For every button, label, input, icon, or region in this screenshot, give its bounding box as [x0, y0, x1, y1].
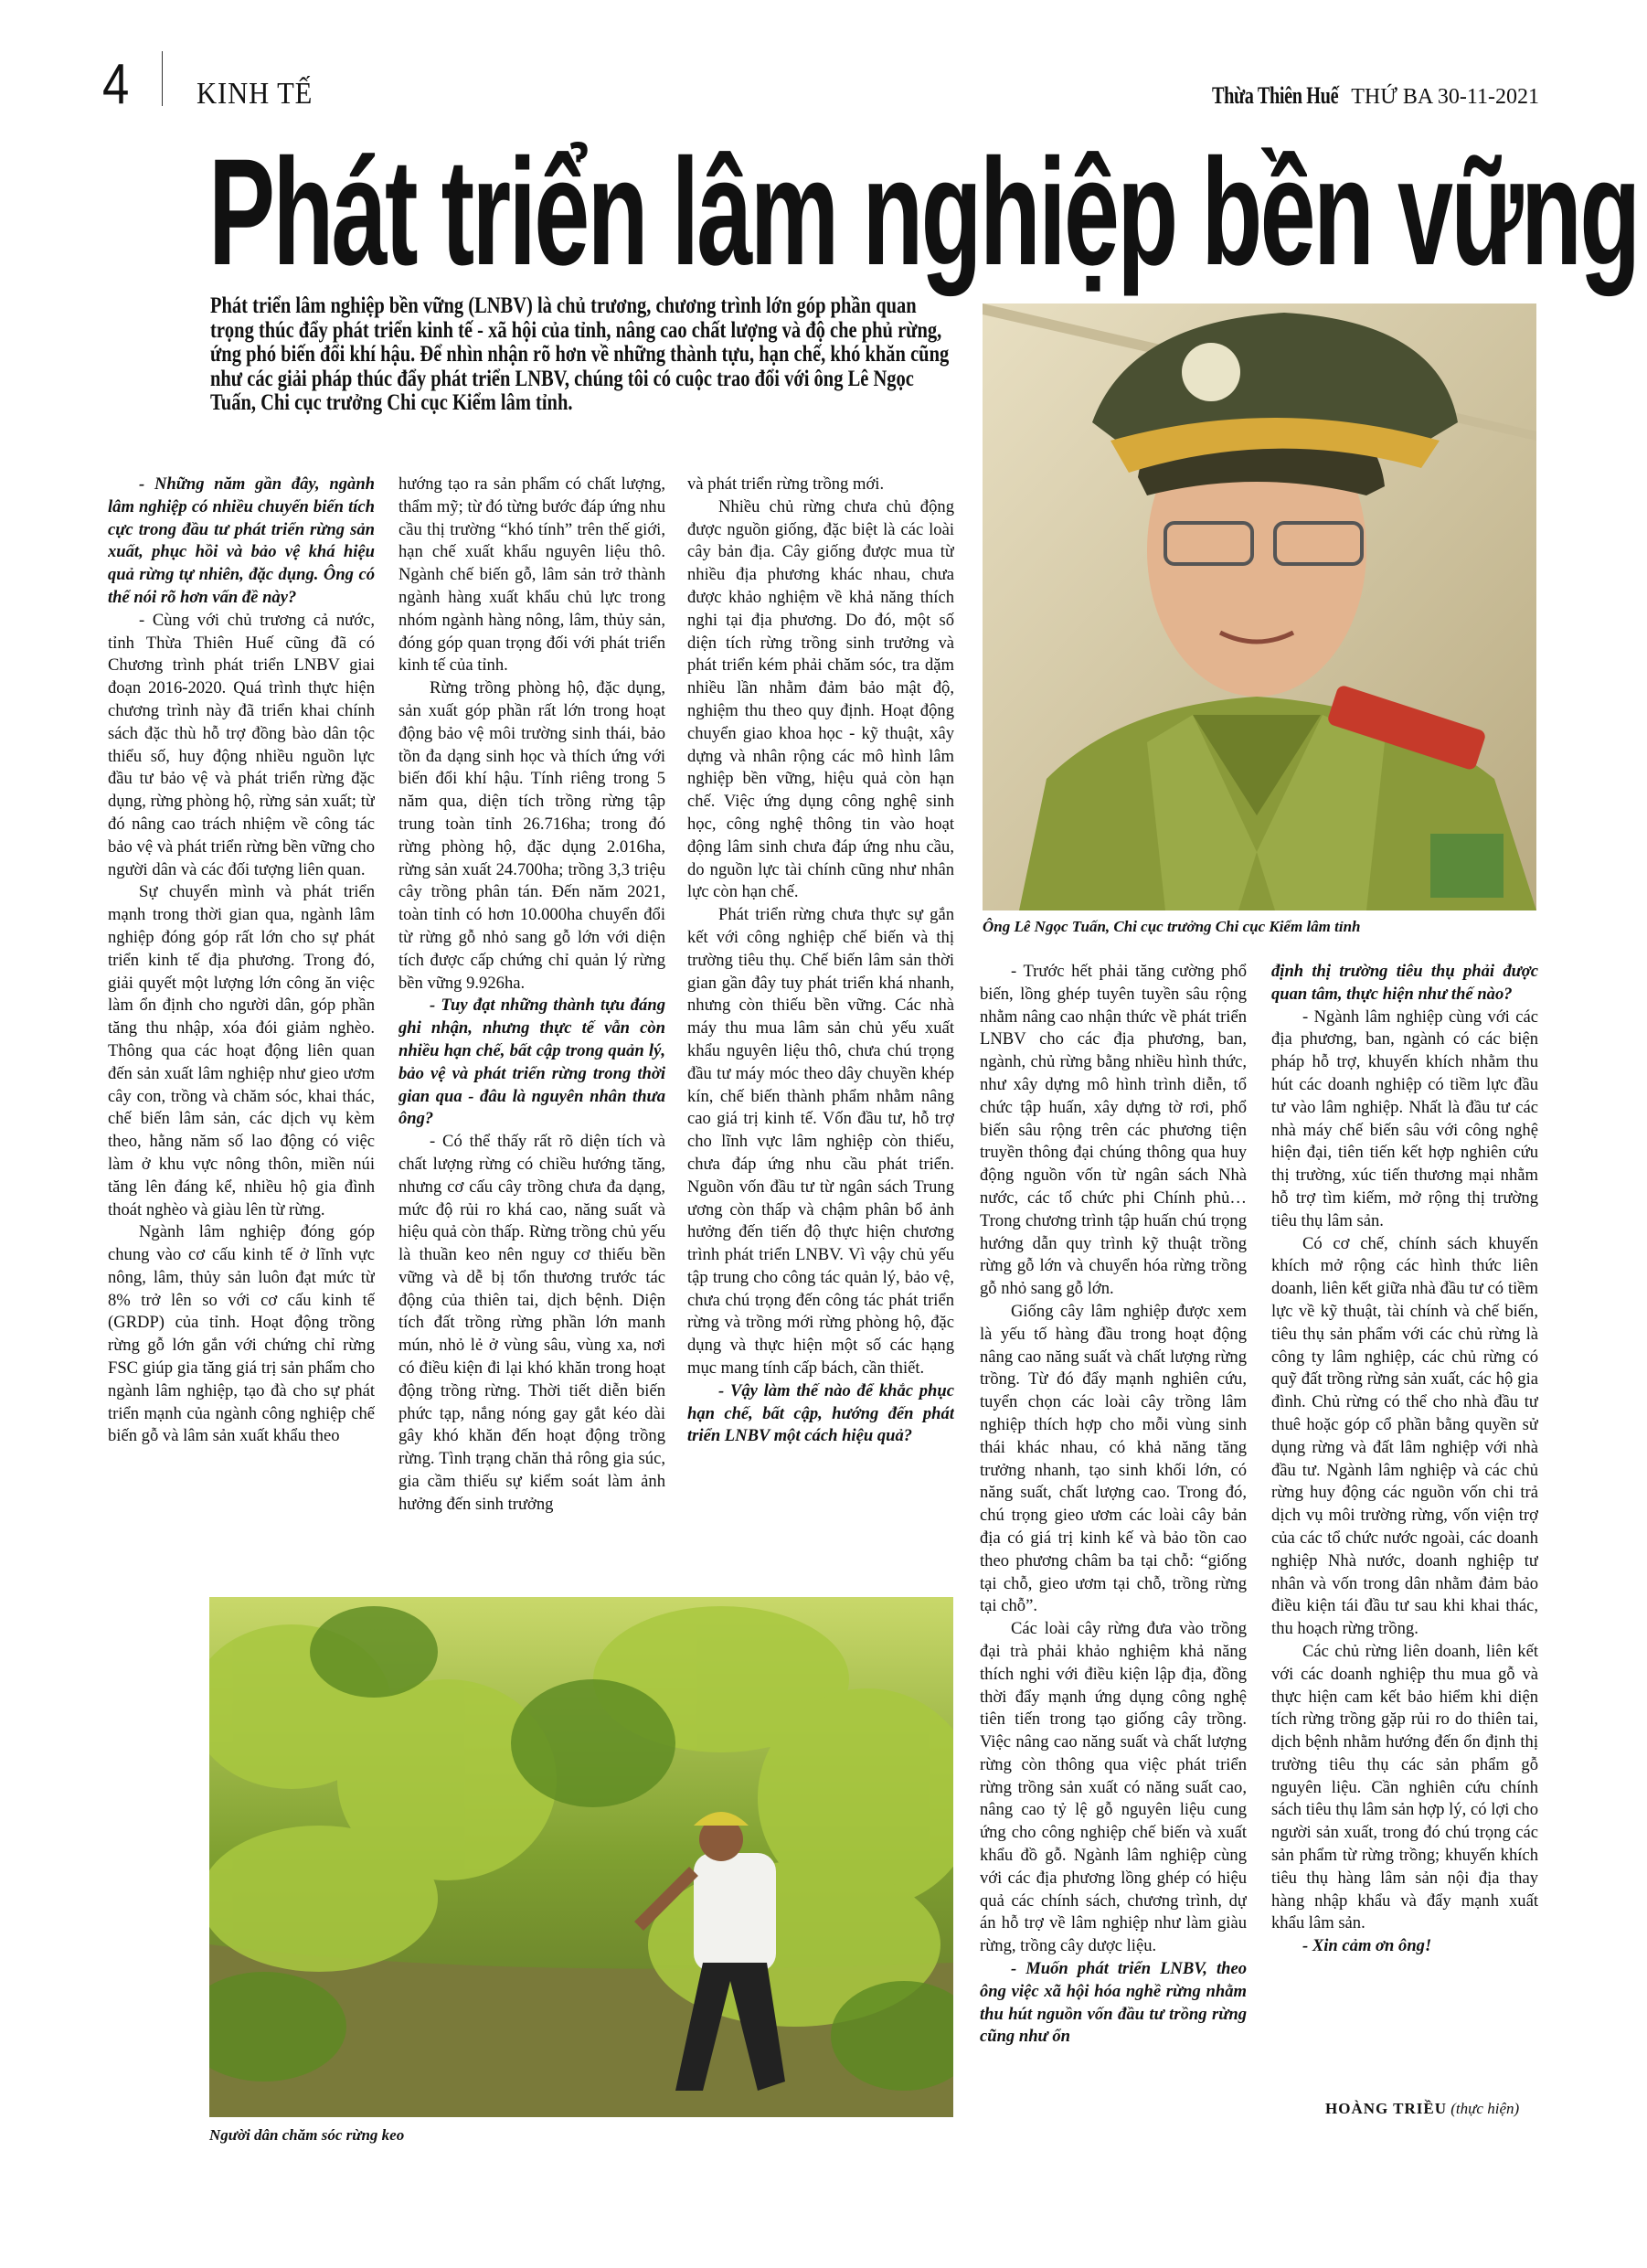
article-lead: Phát triển lâm nghiệp bền vững (LNBV) là chủ trương, chương trình lớn góp phần quan trọng thúc đẩy phát triển kinh tế - xã hội của tỉnh, nâng cao chất lượng và độ che phủ rừng, ứng phó biến đổi khí hậu. Để nhìn nhận rõ hơn về những thành tựu, hạn chế, khó khăn cũng như các giải pháp thúc đẩy phát triển LNBV, chúng tôi có cuộc trao đổi với ông Lê Ngọc Tuấn, Chi cục trưởng Chi cục Kiểm lâm tỉnh. [210, 293, 950, 415]
paragraph: Sự chuyển mình và phát triển mạnh trong thời gian qua, ngành lâm nghiệp đóng góp rất lớn cho sự phát triển kinh tế địa phương. Trong đó, giải quyết một lượng lớn công ăn việc làm ổn định cho người dân, góp phần tăng thu nhập, xóa đói giảm nghèo. Thông qua các hoạt động liên quan đến sản xuất lâm nghiệp như gieo ươm cây con, trồng và chăm sóc, khai thác, chế biến lâm sản, các dịch vụ kèm theo, hằng năm số lao động có việc làm ở khu vực nông thôn, miền núi tăng lên đáng kể, nhiều hộ gia đình thoát nghèo và giàu lên từ rừng. [108, 882, 375, 1219]
newspaper-name: Thừa Thiên Huế [1212, 82, 1339, 109]
paragraph: Có cơ chế, chính sách khuyến khích mở rộng các hình thức liên doanh, liên kết giữa nhà đầu tư có tiềm lực về kỹ thuật, tài chính và chế biến, tiêu thụ sản phẩm với các chủ rừng là công ty lâm nghiệp, các chủ rừng có quỹ đất trồng rừng sản xuất, các hộ gia đình. Chủ rừng có thể cho nhà đầu tư thuê hoặc góp cổ phần bằng quyền sử dụng rừng và đất lâm nghiệp với nhà đầu tư. Ngành lâm nghiệp và các chủ rừng huy động các nguồn vốn chi trả dịch vụ môi trường rừng, vốn viện trợ của các tổ chức nước ngoài, các doanh nghiệp Nhà nước, doanh nghiệp tư nhân và vốn trong dân nhằm đảm bảo điều kiện tái đầu tư sau khi khai thác, thu hoạch rừng trồng. [1271, 1233, 1538, 1639]
paragraph: Các loài cây rừng đưa vào trồng đại trà phải khảo nghiệm khả năng thích nghi với điều kiện lập địa, đồng thời đẩy mạnh ứng dụng công nghệ tiên tiến trong tạo giống cây trồng. Việc nâng cao năng suất và chất lượng rừng còn thông qua việc phát triển rừng trồng sản xuất có năng suất cao, nâng cao tỷ lệ gỗ nguyên liệu cung ứng cho công nghiệp chế biến và xuất khẩu đồ gỗ. Ngành lâm nghiệp cùng với các địa phương lồng ghép có hiệu quả các chính sách, chương trình, dự án hỗ trợ về lâm nghiệp như làm giàu rừng, trồng cây dược liệu. [980, 1619, 1247, 1956]
byline [1325, 2100, 1519, 2118]
paragraph: Nhiều chủ rừng chưa chủ động được nguồn giống, đặc biệt là các loài cây bản địa. Cây giống được mua từ nhiều địa phương khác nhau, chưa được khảo nghiệm về khả năng thích nghi tại địa phương. Do đó, một số diện tích rừng trồng sinh trưởng và phát triển kém phải chăm sóc, tra dặm nhiều lần nhằm đảm bảo mật độ, nghiệm thu theo quy định. Hoạt động chuyển giao khoa học - kỹ thuật, xây dựng và nhân rộng các mô hình lâm nghiệp bền vững, hiệu quả còn hạn chế. Việc ứng dụng công nghệ sinh học, công nghệ thông tin vào hoạt động lâm sinh chưa đáp ứng nhu cầu, do nguồn lực tài chính cũng như nhân lực còn hạn chế. [687, 496, 954, 902]
byline-note: (thực hiện) [1450, 2100, 1520, 2117]
interview-answer: - Cùng với chủ trương cả nước, tỉnh Thừa Thiên Huế cũng đã có Chương trình phát triển LNBV giai đoạn 2016-2020. Quá trình thực hiện chương trình này đã triển khai chính sách đặc thù hỗ trợ đồng bào dân tộc thiểu số, huy động nhiều nguồn lực đầu tư bảo vệ và phát triển rừng đặc dụng, rừng phòng hộ, rừng sản xuất; từ đó nâng cao trách nhiệm về công tác bảo vệ và phát triển rừng bền vững cho người dân và các đối tượng liên quan. [108, 610, 375, 879]
interview-question-continued: định thị trường tiêu thụ phải được quan tâm, thực hiện như thế nào? [1271, 962, 1538, 1004]
interview-answer: - Trước hết phải tăng cường phổ biến, lồng ghép tuyên tuyền sâu rộng nhằm nâng cao nhận thức về phát triển LNBV cho các địa phương, ban, ngành, chủ rừng bằng nhiều hình thức, như xây dựng mô hình trình diễn, tổ chức tập huấn, xây dựng tờ rơi, phổ biến sâu rộng trên các phương tiện truyền thông đại chúng thông qua huy động nguồn vốn từ ngân sách Nhà nước, các tổ chức phi Chính phủ… Trong chương trình tập huấn chú trọng hướng dẫn quy trình kỹ thuật trồng rừng gỗ lớn và chuyển hóa rừng trồng gỗ nhỏ sang gỗ lớn. [980, 962, 1247, 1299]
paragraph: Ngành lâm nghiệp đóng góp chung vào cơ cấu kinh tế ở lĩnh vực nông, lâm, thủy sản luôn đạt mức từ 8% trở lên so với cơ cấu kinh tế (GRDP) của tỉnh. Hoạt động trồng rừng gỗ lớn gắn với chứng chỉ rừng FSC giúp gia tăng giá trị sản phẩm cho ngành lâm nghiệp, tạo đà cho sự phát triển mạnh của ngành công nghiệp chế biến gỗ và lâm sản xuất khẩu theo [108, 1222, 375, 1446]
interview-answer: - Có thể thấy rất rõ diện tích và chất lượng rừng có chiều hướng tăng, nhưng cơ cấu cây trồng chưa đa dạng, mức độ rủi ro khá cao, năng suất và hiệu quả còn thấp. Rừng trồng chủ yếu là thuần keo nên nguy cơ thiếu bền vững và dễ bị tổn thương trước tác động của thiên tai, dịch bệnh. Diện tích đất trồng rừng phần lớn manh mún, nhỏ lẻ ở vùng sâu, vùng xa, nơi có điều kiện đi lại khó khăn trong hoạt động trồng rừng. Thời tiết diễn biến phức tạp, nắng nóng gay gắt kéo dài gây khó khăn đến hoạt động trồng rừng. Tình trạng chăn thả rông gia súc, gia cầm thiếu sự kiểm soát làm ảnh hưởng đến sinh trưởng [398, 1132, 665, 1514]
article-column-2 [398, 474, 665, 1596]
forest-care-photo [209, 1597, 953, 2117]
forest-photo-caption: Người dân chăm sóc rừng keo [209, 2126, 405, 2144]
masthead [1176, 82, 1539, 110]
paragraph: Rừng trồng phòng hộ, đặc dụng, sản xuất góp phần rất lớn trong hoạt động bảo vệ môi trường sinh thái, bảo tồn đa dạng sinh học và thích ứng với biến đổi khí hậu. Tính riêng trong 5 năm qua, diện tích trồng rừng tập trung toàn tỉnh 26.716ha; trong đó rừng phòng hộ, đặc dụng 2.016ha, rừng sản xuất 24.700ha; trồng 3,3 triệu cây trồng phân tán. Đến năm 2021, toàn tỉnh có hơn 10.000ha chuyển đổi từ rừng gỗ nhỏ sang gỗ lớn với diện tích được cấp chứng chỉ quản lý rừng bền vững 9.926ha. [398, 678, 665, 993]
interview-question: - Những năm gần đây, ngành lâm nghiệp có nhiều chuyển biến tích cực trong đầu tư phát triển rừng sản xuất, phục hồi và bảo vệ khá hiệu quả rừng tự nhiên, đặc dụng. Ông có thể nói rõ hơn vấn đề này? [108, 474, 375, 607]
article-column-3 [687, 474, 954, 1596]
paragraph: và phát triển rừng trồng mới. [687, 474, 885, 494]
paragraph: hướng tạo ra sản phẩm có chất lượng, thẩm mỹ; từ đó từng bước đáp ứng nhu cầu thị trường “khó tính” trên thế giới, hạn chế xuất khẩu nguyên liệu thô. Ngành chế biến gỗ, lâm sản trở thành ngành hàng xuất khẩu chủ lực trong nhóm ngành hàng nông, lâm, thủy sản, đóng góp quan trọng đối với phát triển kinh tế của tỉnh. [398, 474, 665, 676]
article-title [208, 128, 1639, 297]
paragraph: Giống cây lâm nghiệp được xem là yếu tố hàng đầu trong hoạt động nâng cao năng suất và chất lượng rừng trồng. Từ đó đẩy mạnh nghiên cứu, tuyển chọn các loài cây trồng lâm nghiệp thích hợp cho mỗi vùng sinh thái khác nhau, có khả năng tăng trưởng nhanh, tạo sinh khối lớn, có năng suất, chất lượng cao. Trong đó, chú trọng gieo ươm các loài cây bản địa có giá trị kinh kế và bảo tồn cao theo phương châm ba tại chỗ: “giống tại chỗ, gieo ươm tại chỗ, trồng rừng tại chỗ”. [980, 1301, 1247, 1616]
interview-question: - Vậy làm thế nào để khắc phục hạn chế, bất cập, hướng đến phát triển LNBV một cách hiệu quả? [687, 1380, 954, 1446]
paragraph: Phát triển rừng chưa thực sự gắn kết với công nghiệp chế biến và thị trường tiêu thụ. Chế biến lâm sản thời gian gần đây tuy phát triển khá nhanh, nhưng còn thiếu bền vững. Các nhà máy thu mua lâm sản chủ yếu xuất khẩu nguyên liệu thô, chưa chú trọng đầu tư máy móc theo dây chuyền khép kín, chế biến thành phẩm nhằm nâng cao giá trị kinh tế. Vốn đầu tư, hỗ trợ cho lĩnh vực lâm nghiệp còn thiếu, chưa đáp ứng nhu cầu phát triển. Nguồn vốn đầu tư từ ngân sách Trung ương còn thấp và chậm phân bổ ảnh hưởng đến tiến độ thực hiện chương trình phát triển LNBV. Vì vậy chủ yếu tập trung cho công tác quản lý, bảo vệ, chưa chú trọng đến công tác phát triển rừng và trồng mới rừng phòng hộ, đặc dụng và thực hiện một số các hạng mục mang tính cấp bách, cần thiết. [687, 905, 954, 1379]
article-column-4 [980, 961, 1247, 2122]
byline-name: HOÀNG TRIỀU [1325, 2100, 1448, 2117]
interview-question: - Tuy đạt những thành tựu đáng ghi nhận, nhưng thực tế vẫn còn nhiều hạn chế, bất cập trong quản lý, bảo vệ và phát triển rừng trong thời gian qua - đâu là nguyên nhân thưa ông? [398, 996, 665, 1129]
header-divider [162, 51, 163, 106]
issue-date: THỨ BA 30-11-2021 [1351, 85, 1539, 109]
officer-portrait-photo [983, 303, 1536, 910]
officer-portrait-image [983, 303, 1536, 910]
paragraph: Các chủ rừng liên doanh, liên kết với các doanh nghiệp thu mua gỗ và thực hiện cam kết bảo hiểm khi diện tích rừng trồng gặp rủi ro do thiên tai, dịch bệnh nhằm hướng đến ổn định thị trường tiêu thụ các sản phẩm gỗ nguyên liệu. Cần nghiên cứu chính sách tiêu thụ lâm sản hợp lý, có lợi cho người sản xuất, trong đó chú trọng các sản phẩm từ rừng trồng; khuyến khích tiêu thụ hàng lâm sản nội địa thay hàng nhập khẩu và đẩy mạnh xuất khẩu lâm sản. [1271, 1641, 1538, 1933]
article-column-1 [108, 474, 375, 1596]
interview-question: - Muốn phát triển LNBV, theo ông việc xã hội hóa nghề rừng nhằm thu hút nguồn vốn đầu tư trồng rừng cũng như ổn [980, 1959, 1247, 2047]
acacia-forest-image [209, 1597, 953, 2117]
closing-remark: - Xin cảm ơn ông! [1302, 1936, 1432, 1956]
article-column-5 [1271, 961, 1538, 2085]
interview-answer: - Ngành lâm nghiệp cùng với các địa phương, ban, ngành có các biện pháp hỗ trợ, khuyến khích nhằm thu hút các doanh nghiệp có tiềm lực đầu tư vào lâm nghiệp. Nhất là đầu tư các nhà máy chế biến sâu với công nghệ hiện đại, tiên tiến kết hợp nghiên cứu thị trường, xúc tiến thương mại nhằm hỗ trợ tìm kiếm, mở rộng thị trường tiêu thụ lâm sản. [1271, 1006, 1538, 1230]
article-title-text: Phát triển lâm nghiệp bền vững [208, 128, 1639, 297]
portrait-caption: Ông Lê Ngọc Tuấn, Chi cục trưởng Chi cục Kiểm lâm tỉnh [983, 918, 1361, 935]
page-number: 4 [102, 53, 130, 116]
section-label: KINH TẾ [197, 77, 313, 111]
